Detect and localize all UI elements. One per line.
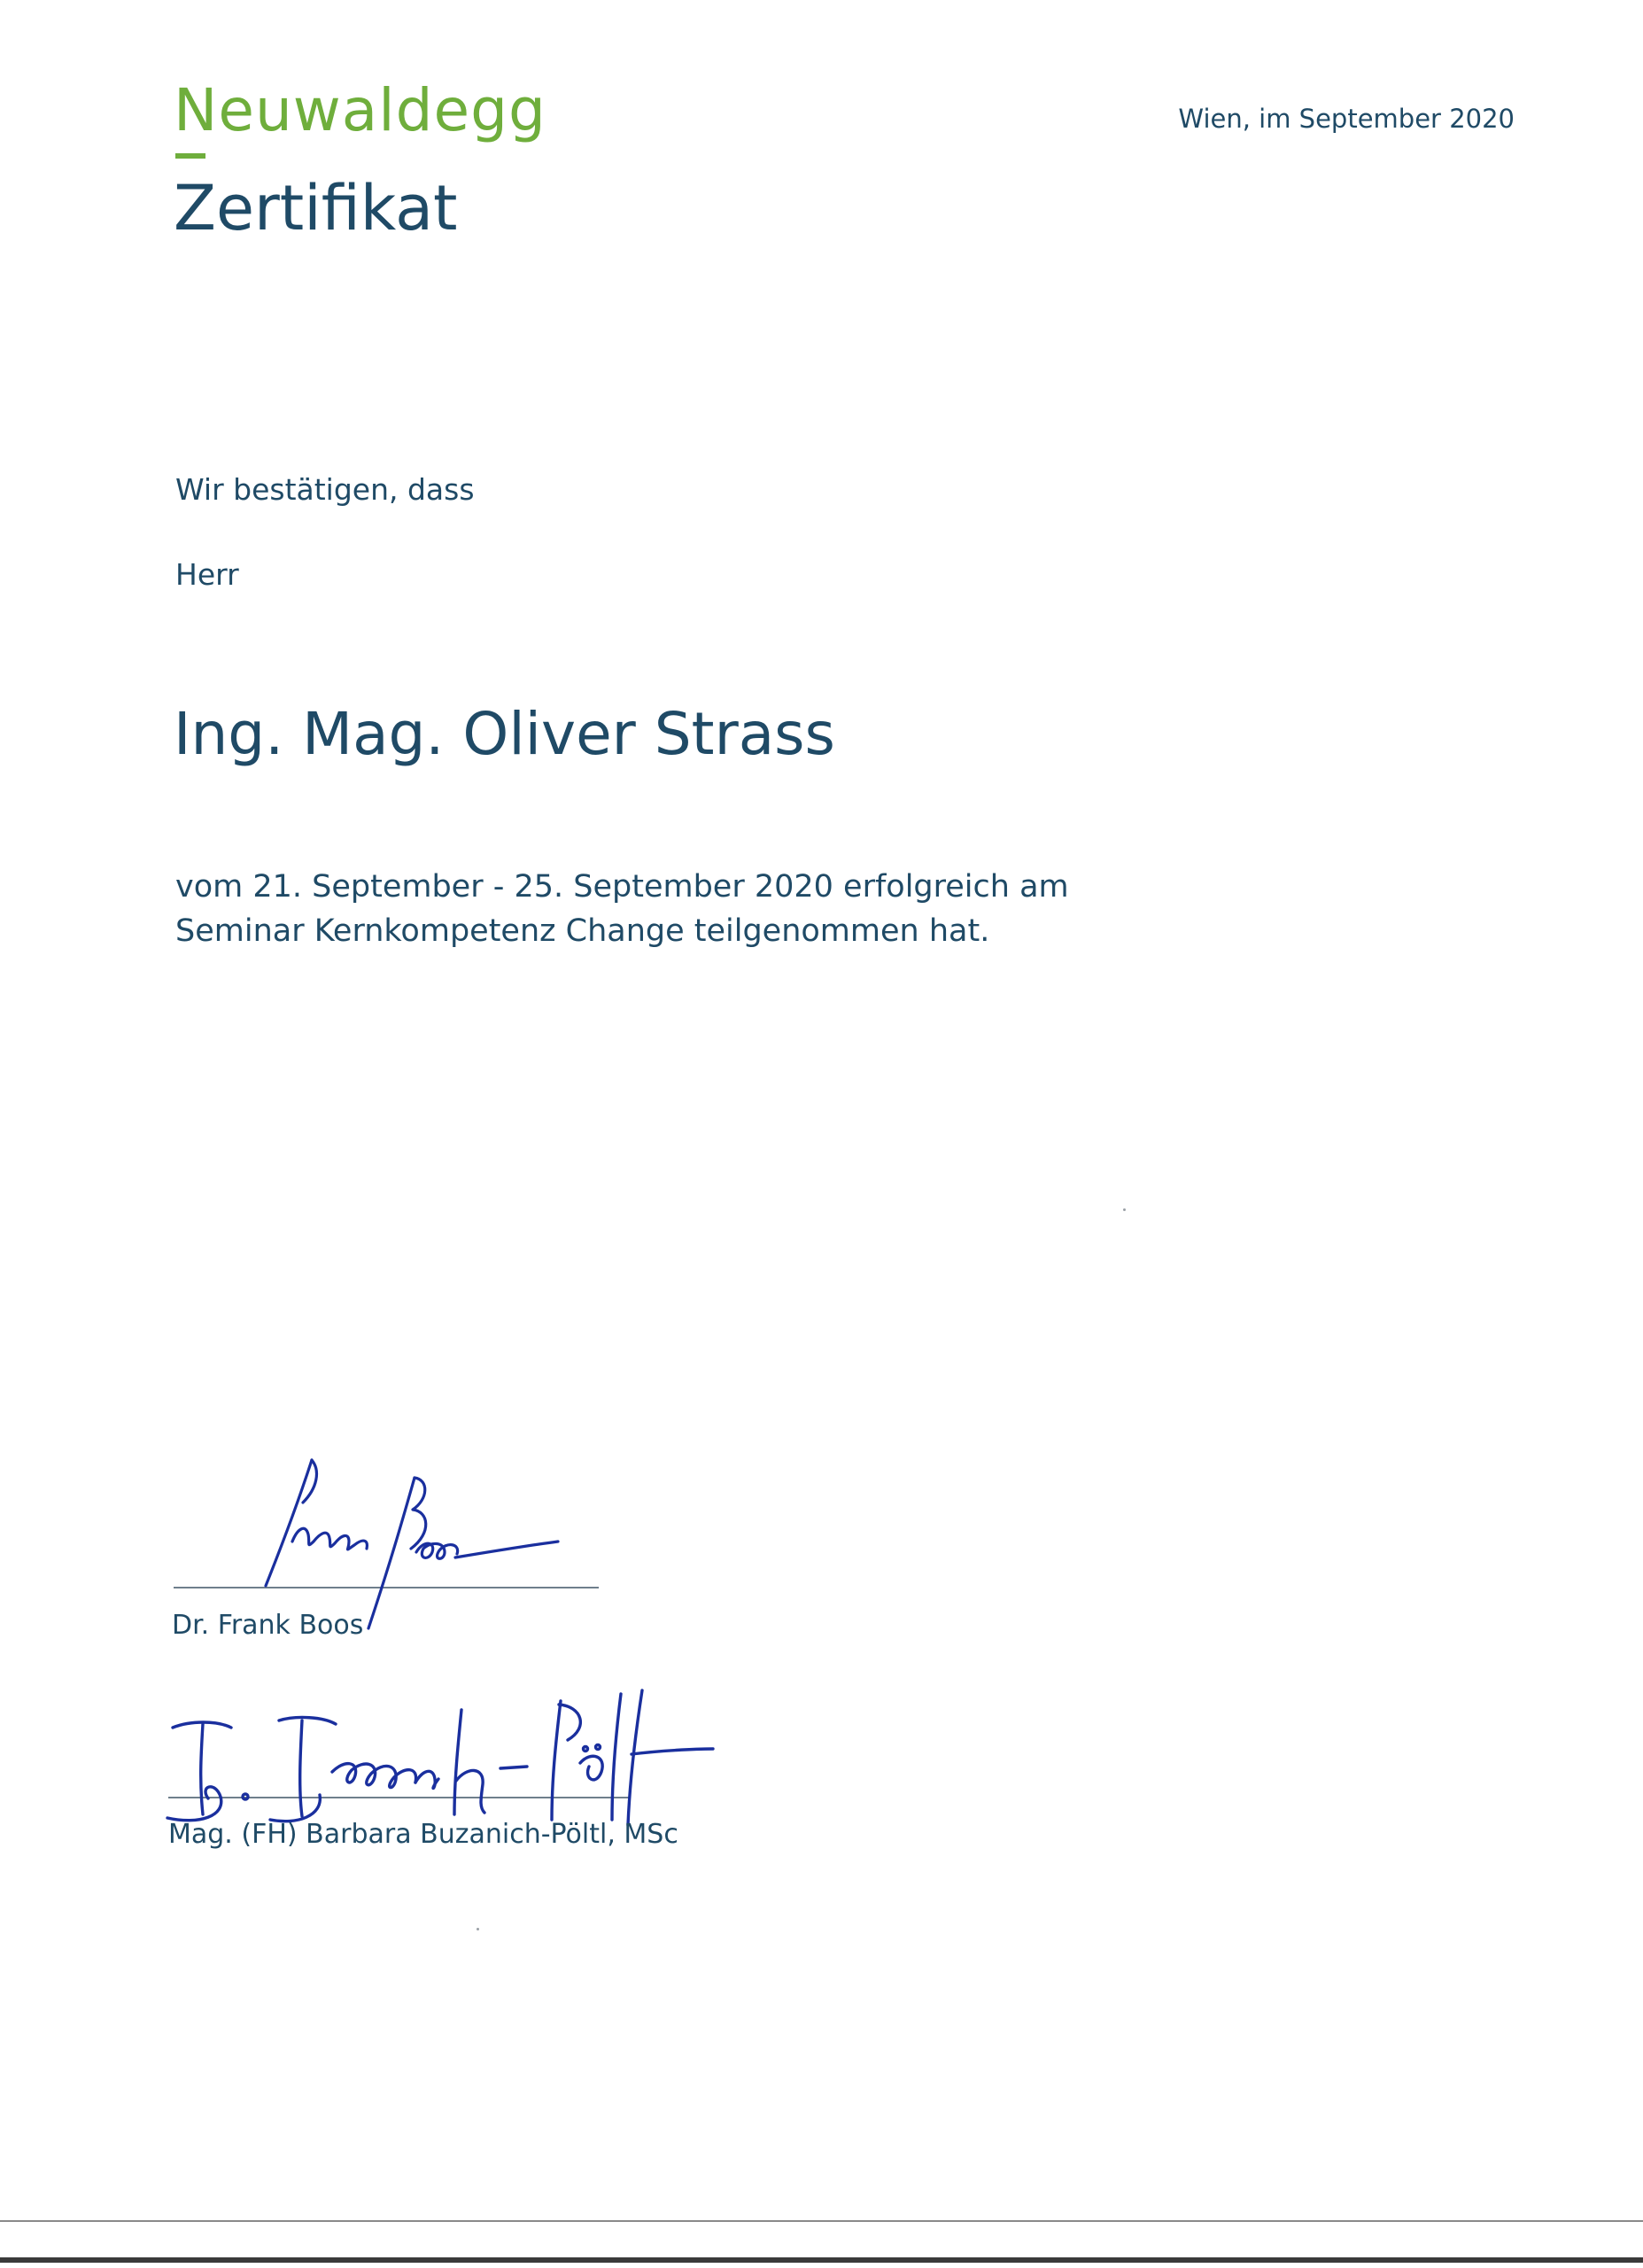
salutation: Herr — [175, 557, 239, 592]
scan-bottom-edge-dark — [0, 2257, 1643, 2263]
signatory-name-boos: Dr. Frank Boos — [172, 1610, 364, 1641]
body-line: Seminar Kernkompetenz Change teilgenommen hat. — [175, 913, 990, 949]
scan-speck — [477, 1928, 479, 1930]
intro-text: Wir bestätigen, dass — [175, 472, 475, 507]
logo-accent-bar — [175, 153, 205, 159]
signatory-name-buzanich: Mag. (FH) Barbara Buzanich-Pöltl, MSc — [168, 1819, 678, 1850]
document-title: Zertifikat — [174, 172, 458, 245]
body-line: vom 21. September - 25. September 2020 erfolgreich am — [175, 869, 1069, 905]
neuwaldegg-logo: Neuwaldegg — [174, 76, 546, 144]
date-line: Wien, im September 2020 — [1178, 104, 1515, 134]
certificate-body — [175, 865, 1150, 953]
signature-buzanich — [146, 1674, 722, 1843]
recipient-name: Ing. Mag. Oliver Strass — [174, 700, 835, 768]
scan-speck — [1123, 1208, 1126, 1211]
scan-bottom-edge — [0, 2220, 1643, 2222]
